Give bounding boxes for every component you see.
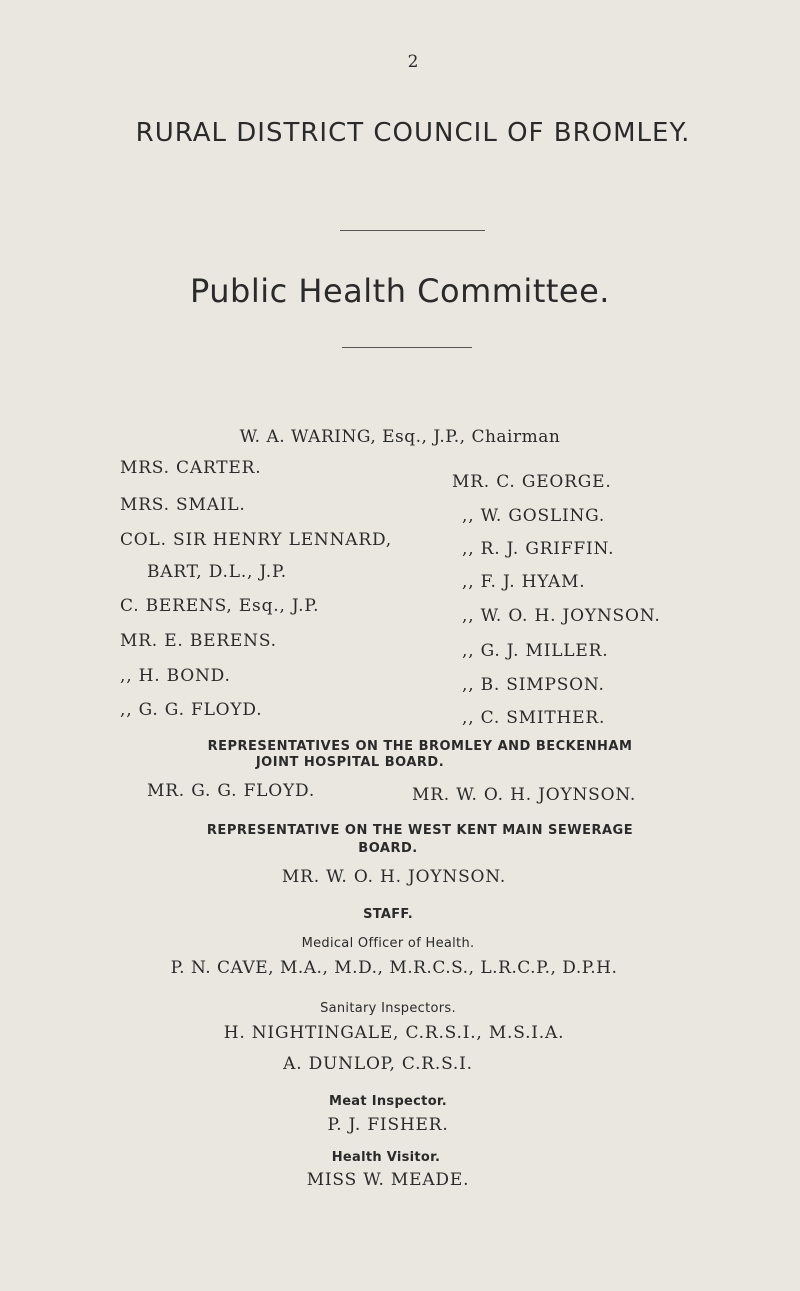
- member-right: ,, W. GOSLING.: [462, 506, 606, 526]
- staff-heading: STAFF.: [363, 907, 413, 922]
- member-left: BART, D.L., J.P.: [147, 562, 287, 582]
- hospital-board-heading: REPRESENTATIVES ON THE BROMLEY AND BECKENHAM: [207, 739, 633, 754]
- member-left: COL. SIR HENRY LENNARD,: [120, 530, 392, 550]
- committee-title: Public Health Committee.: [190, 272, 610, 310]
- sanitary-inspectors-title: Sanitary Inspectors.: [320, 1001, 456, 1016]
- member-right: ,, B. SIMPSON.: [462, 675, 605, 695]
- divider-top: [340, 230, 485, 231]
- member-right: ,, C. SMITHER.: [462, 708, 606, 728]
- member-right: ,, G. J. MILLER.: [462, 641, 609, 661]
- member-left: ,, G. G. FLOYD.: [120, 700, 263, 720]
- divider-bottom: [342, 347, 472, 348]
- health-visitor-title: Health Visitor.: [331, 1150, 441, 1165]
- sanitary-inspector-name: H. NIGHTINGALE, C.R.S.I., M.S.I.A.: [223, 1023, 565, 1043]
- sewerage-board-heading: REPRESENTATIVE ON THE WEST KENT MAIN SEWERAGE: [206, 823, 634, 838]
- meat-inspector-title: Meat Inspector.: [328, 1094, 448, 1109]
- member-left: MR. E. BERENS.: [120, 631, 277, 651]
- member-left: ,, H. BOND.: [120, 666, 231, 686]
- sanitary-inspector-name: A. DUNLOP, C.R.S.I.: [283, 1054, 473, 1074]
- member-right: ,, R. J. GRIFFIN.: [462, 539, 615, 559]
- moh-title: Medical Officer of Health.: [301, 936, 475, 951]
- sewerage-board-member: MR. W. O. H. JOYNSON.: [281, 867, 507, 887]
- chairman: W. A. WARING, Esq., J.P., Chairman: [239, 427, 561, 447]
- member-left: C. BERENS, Esq., J.P.: [120, 596, 320, 616]
- moh-name: P. N. CAVE, M.A., M.D., M.R.C.S., L.R.C.P., D.P.H.: [170, 958, 618, 978]
- hospital-board-heading-2: JOINT HOSPITAL BOARD.: [255, 755, 445, 770]
- member-left: MRS. CARTER.: [120, 458, 262, 478]
- member-left: MRS. SMAIL.: [120, 495, 246, 515]
- hospital-board-member: MR. W. O. H. JOYNSON.: [412, 785, 637, 805]
- hospital-board-member: MR. G. G. FLOYD.: [147, 781, 316, 801]
- sewerage-board-heading-2: BOARD.: [358, 841, 418, 856]
- council-title: RURAL DISTRICT COUNCIL OF BROMLEY.: [135, 118, 691, 148]
- member-right: ,, F. J. HYAM.: [462, 572, 586, 592]
- meat-inspector-name: P. J. FISHER.: [327, 1115, 449, 1135]
- health-visitor-name: MISS W. MEADE.: [306, 1170, 470, 1190]
- page-number: 2: [407, 52, 419, 72]
- member-right: MR. C. GEORGE.: [452, 472, 612, 492]
- member-right: ,, W. O. H. JOYNSON.: [462, 606, 661, 626]
